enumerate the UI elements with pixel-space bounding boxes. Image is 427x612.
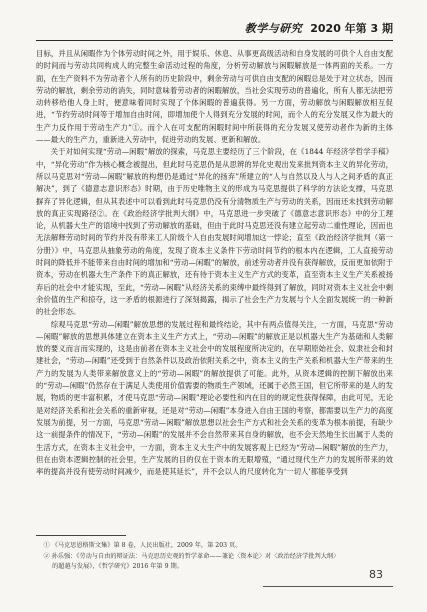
paragraph: 综观马克思“劳动—闲暇”解放思想的发展过程和最终结论，其中有两点值得关注，一方面，马克思“劳动—闲暇”解放的思想具体建立在资本主义生产方式上，“劳动—闲暇”的解放正是以机器大生产为基础和人类解放的要义而言而实现的，这是由前者在资本主义社会中的发展程度所决定的，在早期原始社会、奴隶社会和封建社会，“劳动—闲暇”还受到于自然条件以及政治依附关系之中，资本主义的生产关系和机器大生产带来的生产力的发展为人类带来解放意义上的“劳动—闲暇”的解放提供了可能。此外，从资本逻辑的控制下解放出来的“劳动—闲暇”仍然存在于满足人类使用价值需要的物质生产领域，还属于必然王国，但它所带来的是人的发展，物质的更丰富积累，才使马克思“劳动—闲暇”理论必要性和内在目的的规定性获得保障，由此可见，无论是对经济关系和社会关系的重新审视，还是对“劳动—闲暇”本身进入自由王国的考察，都需要以生产力的高度发展为前提，另一方面，马克思“劳动—闲暇”解放思想以社会生产方式和社会关系的变革为根本前提，有缺少这一前提条件的情况下，“劳动—闲暇”的发展并不会自然带来其自身的解放，也不会天然地生长出属于人类的生活方式，在资本主义社会中，一方面，资本主义大生产中的发展客观上已经为“劳动—闲暇”解放的生产力，但在由资本逻辑控制的社会里，生产发展的目的仅在于资本的无限增殖，“通过现代生产力的发展所带来的效率的提高并没有使劳动时间减少，而是使其延长”，并不会以人的尺度转化为‘一切人’都能享受到 (36, 319, 393, 477)
footnote-divider (36, 535, 126, 536)
footnote-mark: ① (43, 542, 50, 549)
header-rule (36, 40, 393, 41)
paragraph: 关于对如何实现“劳动—闲暇”解放的探索，马克思主要经历了三个阶段，在《1844 年经济学哲学手稿》中，“异化劳动”作为核心概念被提出，但此时马克思仍是从思辨的异化史观出发来批判资本主义的异化劳动，所以马克思对“劳动—闲暇”解放的构想仍是通过“异化的扬弃”所建立的“人与自然以及人与人之间矛盾的真正解决”，到了《德意志意识形态》时期，由于历史唯物主义的形成为马克思提供了科学的方法论支撑，马克思摒弃了异化逻辑，但从其表述中可以看到此时马克思仍没有分清物质生产与劳动的关系，因而还未找到劳动解放的真正实现路径②。在《政治经济学批判大纲》中，马克思进一步突破了《德意志意识形态》中的分工理论，从机器大生产的语境中找到了劳动解放的基础，但由于此时马克思还没有建立起劳动二重性理论，因而也无法解释劳动时间的节约并没有带来工人阶级个人自由发展时间增加这一悖论；直至《政治经济学批判（第一分册）》中，马克思从抽象劳动的角度，发现了资本主义条件下劳动时间节约的根本内在逻辑，工人直接劳动时间的降低并不能带来自由时间的增加和“劳动—闲暇”的解放，前述劳动者并没有获得解放，反而更加依附于资本，劳动在机器大生产条件下的真正解放，还有待于资本主义生产方式的变革，直至资本主义生产关系被扬弃后的社会中才能实现，至此，“劳动—闲暇”从经济关系的束缚中最终得到了解放，同时对资本主义社会中剩余价值的生产和掠夺，这一矛盾的根源进行了深刻揭露，揭示了社会生产力发展与个人全面发展统一的一种新的社会形态。 (36, 147, 393, 317)
paragraph: 目标，并且从闲暇作为个体劳动时间之外，用于娱乐、休息、从事更高级活动和自身发展的可供个人自由支配的时间而与劳动共同构成人的完整生命活动过程的角度，分析劳动解放与闲暇解放是一体两面的关系。一方面，在生产资料不为劳动者个人所有的历史阶段中，剩余劳动与可供自由支配的闲暇总是处于对立状态，因而劳动的解放，剩余劳动的消失，同时意味着劳动者的闲暇解放，当社会实现劳动的普遍化，所有人都无法把劳动转移给他人身上时，便意味着同时实现了个体闲暇的普遍获得。另一方面，劳动解放与闲暇解放相互促进，“节约劳动时间等于增加自由时间，即增加使个人得到充分发展的时间，而个人的充分发展又作为最大的生产力反作用于劳动生产力”①。而个人在可支配的闲暇时间中所获得的充分发展又使劳动者作为新的主体——最大的生产力，重新进入劳动中，促进劳动的发展、更新和解放。 (36, 49, 393, 145)
footnote-mark: ② (43, 553, 50, 561)
issue-label: 2020 年第 3 期 (310, 22, 393, 35)
footnote (36, 552, 393, 571)
journal-title: 教学与研究 (244, 22, 303, 35)
bottom-rule (263, 586, 393, 587)
footnote-text: 孙乐强：《劳动与自由的辩证法：马克思历史观的哲学革命——兼论〈资本论〉对〈政治经济学批判大纲〉 (51, 553, 340, 561)
page-number: 83 (369, 568, 383, 581)
footnote-text: 《马克思恩格斯文集》第 8 卷，人民出版社，2009 年，第 203 页。 (51, 542, 242, 549)
article-body (36, 48, 393, 478)
footnote-continuation: 的超越与发展》，《哲学研究》2016 年第 9 期。 (52, 562, 183, 570)
running-header (36, 18, 393, 36)
footnotes (36, 541, 393, 573)
footnote (36, 541, 393, 550)
